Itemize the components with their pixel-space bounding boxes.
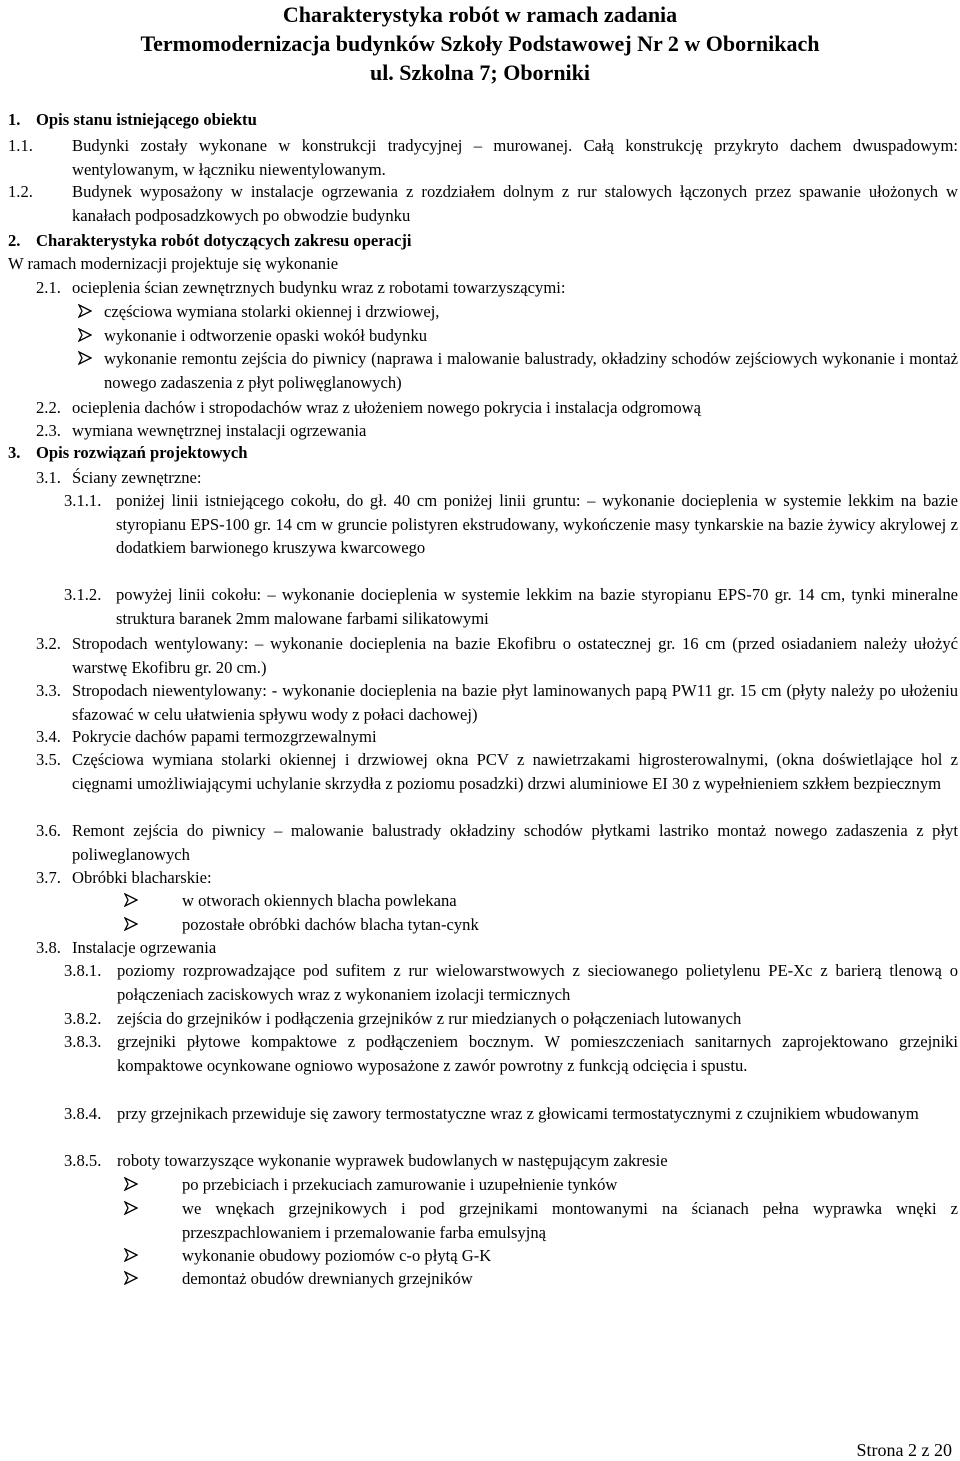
item-number: 3.8.1. (64, 961, 102, 980)
item-text: Instalacje ogrzewania (72, 938, 217, 957)
section-2-intro: W ramach modernizacji projektuje się wykonanie (8, 254, 339, 273)
bullet-item (124, 1173, 958, 1197)
bullet-item (124, 889, 958, 913)
arrowhead-bullet-icon (124, 913, 146, 931)
section-title: Opis rozwiązań projektowych (36, 443, 248, 462)
section-2-heading (8, 231, 411, 251)
page-number: Strona 2 z 20 (856, 1440, 952, 1460)
section-title: Opis stanu istniejącego obiektu (36, 110, 257, 129)
bullet-text: wykonanie obudowy poziomów c-o płytą G-K (182, 1246, 492, 1265)
item-number: 3.8.5. (64, 1151, 102, 1170)
item-3-8-1 (64, 959, 958, 1006)
item-3-7 (36, 866, 958, 890)
bullet-item (124, 913, 958, 937)
arrowhead-bullet-icon (124, 1244, 146, 1262)
item-3-1-1 (64, 489, 958, 560)
section-number: 2. (8, 231, 21, 250)
item-text: wymiana wewnętrznej instalacji ogrzewania (72, 421, 367, 440)
item-number: 3.1.2. (64, 585, 102, 604)
item-number: 3.5. (36, 750, 61, 769)
item-number: 3.8.2. (64, 1009, 102, 1028)
item-number: 3.6. (36, 821, 61, 840)
item-number: 2.1. (36, 278, 61, 297)
item-text: Ściany zewnętrzne: (72, 468, 202, 487)
item-text: przy grzejnikach przewiduje się zawory termostatyczne wraz z głowicami termostatycznymi z czujnikiem wbudowanym (117, 1104, 919, 1123)
item-text: Pokrycie dachów papami termozgrzewalnymi (72, 727, 377, 746)
item-3-1-2 (64, 583, 958, 630)
item-3-1 (36, 466, 958, 490)
item-text: powyżej linii cokołu: – wykonanie docieplenia w systemie lekkim na bazie styropianu EPS-70 gr. 14 cm, tynki mineralne struktura baranek 2mm malowane farbami silikatowymi (116, 585, 958, 628)
section-number: 1. (8, 110, 21, 129)
item-number: 3.3. (36, 681, 61, 700)
item-3-8-4 (64, 1102, 958, 1126)
item-2-1 (36, 276, 958, 300)
item-text: poziomy rozprowadzające pod sufitem z rur wielowarstwowych z sieciowanego polietylenu PE-Xc z barierą tlenową o połączeniach zaciskowych wraz z wykonaniem izolacji termicznych (117, 961, 958, 1004)
item-2-2 (36, 396, 958, 420)
bullet-text: częściowa wymiana stolarki okiennej i drzwiowej, (104, 302, 440, 321)
section-title: Charakterystyka robót dotyczących zakresu operacji (36, 231, 412, 250)
item-number: 3.2. (36, 634, 61, 653)
document-title-line-1: Charakterystyka robót w ramach zadania (282, 2, 678, 27)
section-1-heading (8, 110, 257, 130)
arrowhead-bullet-icon (124, 889, 146, 907)
item-1-1 (8, 134, 958, 181)
item-text: Obróbki blacharskie: (72, 868, 212, 887)
item-3-8-5 (64, 1149, 958, 1173)
item-3-3 (36, 679, 958, 726)
bullet-text: po przebiciach i przekuciach zamurowanie i uzupełnienie tynków (182, 1175, 618, 1194)
arrowhead-bullet-icon (78, 324, 100, 342)
item-1-2 (8, 180, 958, 227)
bullet-text: w otworach okiennych blacha powlekana (182, 891, 457, 910)
item-text: ocieplenia ścian zewnętrznych budynku wraz z robotami towarzyszącymi: (72, 278, 566, 297)
bullet-text: pozostałe obróbki dachów blacha tytan-cynk (182, 915, 479, 934)
arrowhead-bullet-icon (78, 347, 100, 365)
bullet-text: we wnękach grzejnikowych i pod grzejnikami montowanymi na ścianach pełna wyprawka wnęki z przeszpachlowaniem i przemalowanie farba emulsyjną (182, 1199, 958, 1242)
bullet-item (78, 300, 958, 324)
bullet-item (124, 1197, 958, 1244)
item-3-2 (36, 632, 958, 679)
bullet-text: wykonanie i odtworzenie opaski wokół budynku (104, 326, 428, 345)
item-number: 3.1. (36, 468, 61, 487)
item-text: roboty towarzyszące wykonanie wyprawek budowlanych w następującym zakresie (117, 1151, 668, 1170)
item-number: 1.2. (8, 182, 33, 201)
item-3-8-2 (64, 1007, 958, 1031)
item-text: poniżej linii istniejącego cokołu, do gł. 40 cm poniżej linii gruntu: – wykonanie docieplenia w systemie lekkim na bazie styropianu EPS-100 gr. 14 cm w gruncie polistyren ekstrudowany, wykończenie masy tynkarskie na bazie żywicy akrylowej z dodatkiem barwionego kruszywa kwarcowego (116, 491, 958, 557)
arrowhead-bullet-icon (124, 1173, 146, 1191)
item-text: grzejniki płytowe kompaktowe z podłączeniem bocznym. W pomieszczeniach sanitarnych zaprojektowano grzejniki kompaktowe ocynkowane ogniowo wyposażone z zawór powrotny z funkcją odcięcia i spustu. (117, 1032, 958, 1075)
item-3-5 (36, 748, 958, 795)
item-2-3 (36, 419, 958, 443)
item-text: Budynki zostały wykonane w konstrukcji tradycyjnej – murowanej. Całą konstrukcję przykryto dachem dwuspadowym: wentylowanym, w łączniku niewentylowanym. (72, 136, 958, 179)
item-number: 3.8. (36, 938, 61, 957)
item-number: 3.4. (36, 727, 61, 746)
item-3-6 (36, 819, 958, 866)
item-text: Remont zejścia do piwnicy – malowanie balustrady okładziny schodów płytkami lastriko montaż nowego zadaszenia z płyt poliweglanowych (72, 821, 958, 864)
item-number: 2.2. (36, 398, 61, 417)
bullet-item (124, 1267, 958, 1291)
item-number: 3.7. (36, 868, 61, 887)
bullet-text: wykonanie remontu zejścia do piwnicy (naprawa i malowanie balustrady, okładziny schodów zejściowych wykonanie i montaż nowego zadaszenia z płyt poliwęglanowych) (104, 349, 958, 392)
item-number: 1.1. (8, 136, 33, 155)
arrowhead-bullet-icon (124, 1197, 146, 1215)
bullet-text: demontaż obudów drewnianych grzejników (182, 1269, 473, 1288)
item-text: zejścia do grzejników i podłączenia grzejników z rur miedzianych o połączeniach lutowanych (117, 1009, 742, 1028)
item-text: Stropodach niewentylowany: - wykonanie docieplenia na bazie płyt laminowanych papą PW11 gr. 15 cm (płyty należy po ułożeniu sfazować w celu ułatwienia spływu wody z połaci dachowej) (72, 681, 958, 724)
item-number: 3.8.4. (64, 1104, 102, 1123)
item-text: Budynek wyposażony w instalacje ogrzewania z rozdziałem dolnym z rur stalowych łączonych przez spawanie ułożonych w kanałach podposadzkowych po obwodzie budynku (72, 182, 958, 225)
arrowhead-bullet-icon (78, 300, 100, 318)
arrowhead-bullet-icon (124, 1267, 146, 1285)
item-3-4 (36, 725, 958, 749)
item-text: Stropodach wentylowany: – wykonanie docieplenia na bazie Ekofibru o ostatecznej gr. 16 cm (przed osiadaniem należy ułożyć warstwę Ekofibru gr. 20 cm.) (72, 634, 958, 677)
document-title-line-3: ul. Szkolna 7; Oborniki (369, 60, 591, 85)
document-title-line-2: Termomodernizacja budynków Szkoły Podstawowej Nr 2 w Obornikach (140, 31, 820, 56)
bullet-item (124, 1244, 958, 1268)
section-3-heading (8, 443, 247, 463)
item-text: ocieplenia dachów i stropodachów wraz z ułożeniem nowego pokrycia i instalacja odgromową (72, 398, 701, 417)
section-number: 3. (8, 443, 21, 462)
item-number: 3.1.1. (64, 491, 102, 510)
item-3-8-3 (64, 1030, 958, 1077)
bullet-item (78, 324, 958, 348)
bullet-item (78, 347, 958, 394)
item-text: Częściowa wymiana stolarki okiennej i drzwiowej okna PCV z nawietrzakami higrosterowalnymi, (okna doświetlające hol z cięgnami umożliwiającymi uchylanie skrzydła z poziomu posadzki) drzwi aluminiowe EI 30 z wypełnieniem szkłem bezpiecznym (72, 750, 958, 793)
item-3-8 (36, 936, 958, 960)
item-number: 2.3. (36, 421, 61, 440)
item-number: 3.8.3. (64, 1032, 102, 1051)
